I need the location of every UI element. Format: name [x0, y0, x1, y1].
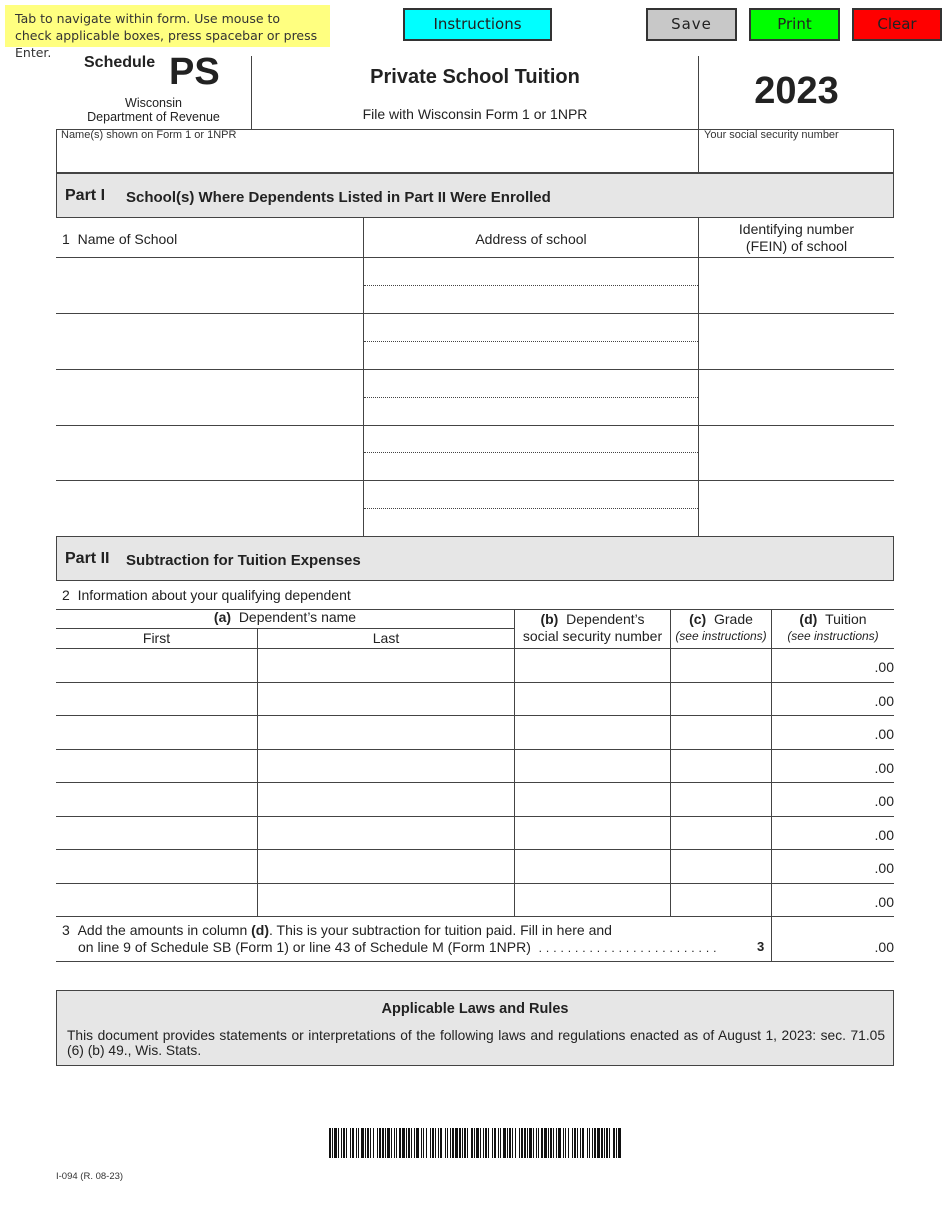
school-fein-input[interactable]	[700, 371, 892, 424]
line1-label	[62, 231, 177, 247]
school-name-header: Name of School	[77, 231, 178, 247]
line2-label	[62, 587, 351, 603]
barcode-bar	[367, 1128, 369, 1158]
barcode-bar	[370, 1128, 371, 1158]
barcode-bar	[438, 1128, 439, 1158]
barcode-bar	[329, 1128, 331, 1158]
barcode-bar	[548, 1128, 549, 1158]
school-rows	[56, 258, 894, 536]
first-name-input[interactable]	[58, 851, 255, 882]
first-name-input[interactable]	[58, 885, 255, 916]
part1-number: Part I	[65, 187, 106, 204]
barcode-bar	[533, 1128, 534, 1158]
school-address-input[interactable]	[365, 454, 697, 479]
col-b-line2: social security number	[522, 628, 663, 644]
barcode-bar	[455, 1128, 458, 1158]
barcode-bar	[394, 1128, 395, 1158]
school-name-input[interactable]	[58, 259, 362, 312]
barcode-bar	[509, 1128, 511, 1158]
barcode-bar	[440, 1128, 442, 1158]
first-name-input[interactable]	[58, 717, 255, 748]
dependent-ssn-input[interactable]	[517, 684, 668, 715]
taxpayer-ssn-input[interactable]	[700, 143, 892, 171]
address-dotted-rule	[364, 452, 698, 453]
tuition-input[interactable]: .00	[874, 726, 894, 742]
barcode-bar	[507, 1128, 508, 1158]
barcode-bar	[421, 1128, 422, 1158]
taxpayer-info-divider	[698, 129, 699, 173]
last-name-input[interactable]	[260, 885, 512, 916]
dependent-ssn-input[interactable]	[517, 885, 668, 916]
barcode-bar	[462, 1128, 463, 1158]
col-c-note: (see instructions)	[675, 629, 767, 643]
applicable-laws-box	[56, 990, 894, 1066]
col-b-line1: Dependent’s	[566, 611, 645, 627]
barcode-bar	[577, 1128, 578, 1158]
last-name-input[interactable]	[260, 818, 512, 849]
barcode-bar	[553, 1128, 554, 1158]
barcode-bar	[589, 1128, 590, 1158]
col-d-letter: (d)	[799, 611, 818, 627]
dependent-name-header	[56, 609, 514, 626]
grade-input[interactable]	[673, 818, 769, 849]
barcode-bar	[536, 1128, 537, 1158]
grade-input[interactable]	[673, 684, 769, 715]
grade-input[interactable]	[673, 717, 769, 748]
barcode-bar	[387, 1128, 390, 1158]
barcode-bar	[609, 1128, 610, 1158]
tax-year: 2023	[754, 70, 839, 112]
barcode-bar	[604, 1128, 605, 1158]
address-dotted-rule	[364, 285, 698, 286]
tuition-header	[772, 611, 894, 645]
school-address-input[interactable]	[365, 287, 697, 312]
barcode-bar	[544, 1128, 547, 1158]
school-fein-input[interactable]	[700, 315, 892, 368]
barcode-bar	[385, 1128, 386, 1158]
school-address-input[interactable]	[365, 399, 697, 424]
barcode-bar	[343, 1128, 345, 1158]
ssn-label: Your social security number	[704, 129, 839, 141]
dependent-ssn-input[interactable]	[517, 751, 668, 782]
print-button[interactable]: Print	[749, 8, 840, 41]
first-name-input[interactable]	[58, 751, 255, 782]
line3-dots: . . . . . . . . . . . . . . . . . . . . . . . . .	[538, 941, 717, 955]
schedule-code: PS	[169, 51, 220, 93]
barcode-bar	[411, 1128, 412, 1158]
barcode-bar	[488, 1128, 489, 1158]
barcode-bar	[356, 1128, 357, 1158]
school-address-input[interactable]	[365, 482, 697, 507]
school-fein-input[interactable]	[700, 482, 892, 535]
barcode-bar	[382, 1128, 384, 1158]
barcode-bar	[500, 1128, 501, 1158]
school-address-input[interactable]	[365, 259, 697, 284]
part2-number: Part II	[65, 550, 110, 567]
form-title: Private School Tuition	[370, 66, 580, 88]
tuition-input[interactable]: .00	[874, 693, 894, 709]
col-b-letter: (b)	[540, 611, 559, 627]
col-a-letter: (a)	[213, 609, 232, 625]
grade-input[interactable]	[673, 751, 769, 782]
dependent-row	[56, 783, 894, 816]
barcode-bar	[350, 1128, 351, 1158]
barcode-bar	[402, 1128, 405, 1158]
col-d-note: (see instructions)	[787, 629, 879, 643]
rows-bottom-rule	[56, 916, 894, 917]
barcode-bar	[519, 1128, 520, 1158]
line3-number: 3	[62, 922, 70, 938]
line3-line2: on line 9 of Schedule SB (Form 1) or line 43 of Schedule M (Form 1NPR)	[78, 939, 531, 955]
barcode-bar	[396, 1128, 397, 1158]
schedule-word: Schedule	[84, 54, 156, 71]
barcode-bar	[332, 1128, 333, 1158]
line1-number: 1	[62, 231, 70, 247]
barcode-bar	[565, 1128, 566, 1158]
first-name-input[interactable]	[58, 818, 255, 849]
barcode-bar	[483, 1128, 484, 1158]
barcode-bar	[594, 1128, 596, 1158]
school-id-header	[699, 221, 894, 255]
barcode-bar	[550, 1128, 552, 1158]
navigation-hint: Tab to navigate within form. Use mouse to check applicable boxes, press spacebar or press Enter.	[5, 5, 330, 47]
barcode-bar	[467, 1128, 468, 1158]
barcode-bar	[373, 1128, 374, 1158]
barcode-bar	[474, 1128, 475, 1158]
barcode-bar	[406, 1128, 407, 1158]
school-row-rule	[56, 369, 894, 370]
barcode-bar	[435, 1128, 436, 1158]
name-subheader-rule	[56, 628, 514, 629]
last-name-header: Last	[372, 630, 400, 646]
school-id-header-line2: (FEIN) of school	[745, 238, 848, 254]
dependent-ssn-input[interactable]	[517, 784, 668, 815]
barcode-bar	[558, 1128, 561, 1158]
barcode-bar	[459, 1128, 461, 1158]
dependent-row	[56, 884, 894, 917]
grade-input[interactable]	[673, 784, 769, 815]
last-name-input[interactable]	[260, 684, 512, 715]
first-name-input[interactable]	[58, 684, 255, 715]
barcode-bar	[574, 1128, 576, 1158]
dependent-ssn-input[interactable]	[517, 717, 668, 748]
col-c-letter: (c)	[689, 611, 707, 627]
dependent-ssn-input[interactable]	[517, 650, 668, 681]
line3-ref: 3	[757, 939, 765, 954]
barcode-bar	[391, 1128, 392, 1158]
barcode-bar	[538, 1128, 539, 1158]
school-address-input[interactable]	[365, 510, 697, 535]
barcode-bar	[341, 1128, 342, 1158]
school-id-header-line1: Identifying number	[738, 221, 855, 237]
grade-input[interactable]	[673, 851, 769, 882]
line3-part2: . This is your subtraction for tuition paid. Fill in here and	[269, 922, 612, 938]
school-row-rule	[56, 480, 894, 481]
barcode-bar	[361, 1128, 364, 1158]
school-row-rule	[56, 313, 894, 314]
barcode-bar	[471, 1128, 473, 1158]
dependent-ssn-header	[515, 611, 670, 645]
barcode-bar	[512, 1128, 513, 1158]
barcode	[329, 1128, 621, 1158]
barcode-bar	[485, 1128, 487, 1158]
barcode-bar	[450, 1128, 451, 1158]
dependent-row	[56, 716, 894, 749]
barcode-bar	[423, 1128, 424, 1158]
barcode-bar	[572, 1128, 573, 1158]
dependent-ssn-input[interactable]	[517, 818, 668, 849]
col-c-label: Grade	[713, 611, 753, 627]
grade-input[interactable]	[673, 650, 769, 681]
taxpayer-name-input[interactable]	[58, 143, 696, 171]
barcode-bar	[480, 1128, 481, 1158]
barcode-bar	[580, 1128, 581, 1158]
barcode-bar	[358, 1128, 359, 1158]
school-address-input[interactable]	[365, 427, 697, 452]
last-name-input[interactable]	[260, 784, 512, 815]
laws-text: This document provides statements or interpretations of the following laws and regulations enacted as of August 1, 2023: sec. 71.05 (6) (b) 49., Wis. Stats.	[67, 1028, 885, 1058]
barcode-bar	[426, 1128, 427, 1158]
dependent-row	[56, 750, 894, 783]
barcode-bar	[430, 1128, 431, 1158]
line2-number: 2	[62, 587, 70, 603]
agency-line1: Wisconsin	[125, 96, 182, 110]
last-name-input[interactable]	[260, 717, 512, 748]
address-dotted-rule	[364, 508, 698, 509]
barcode-bar	[556, 1128, 557, 1158]
barcode-bar	[527, 1128, 528, 1158]
tuition-input[interactable]: .00	[874, 793, 894, 809]
barcode-bar	[492, 1128, 493, 1158]
barcode-bar	[616, 1128, 617, 1158]
line3-bold: (d)	[251, 922, 270, 938]
barcode-bar	[365, 1128, 366, 1158]
barcode-bar	[416, 1128, 419, 1158]
school-fein-input[interactable]	[700, 427, 892, 480]
barcode-bar	[601, 1128, 603, 1158]
laws-title: Applicable Laws and Rules	[381, 1001, 569, 1017]
agency-name	[56, 96, 251, 124]
barcode-bar	[464, 1128, 466, 1158]
form-id: I-094 (R. 08-23)	[56, 1171, 124, 1182]
barcode-bar	[582, 1128, 584, 1158]
line3-text	[62, 922, 765, 957]
barcode-bar	[524, 1128, 526, 1158]
school-address-header: Address of school	[475, 231, 587, 247]
clear-button[interactable]: Clear	[852, 8, 942, 41]
barcode-bar	[541, 1128, 543, 1158]
barcode-bar	[498, 1128, 499, 1158]
barcode-bar	[521, 1128, 523, 1158]
barcode-bar	[447, 1128, 448, 1158]
first-name-input[interactable]	[58, 784, 255, 815]
dependent-row	[56, 850, 894, 883]
barcode-bar	[476, 1128, 479, 1158]
school-name-input[interactable]	[58, 371, 362, 424]
school-row-rule	[56, 425, 894, 426]
instructions-button[interactable]: Instructions	[403, 8, 552, 41]
part2-title: Subtraction for Tuition Expenses	[126, 552, 361, 569]
barcode-bar	[379, 1128, 381, 1158]
barcode-bar	[618, 1128, 621, 1158]
save-button[interactable]: Save	[646, 8, 737, 41]
last-name-input[interactable]	[260, 751, 512, 782]
first-name-input[interactable]	[58, 650, 255, 681]
part2-header	[56, 536, 894, 581]
school-name-input[interactable]	[58, 482, 362, 535]
school-address-input[interactable]	[365, 315, 697, 340]
barcode-bar	[494, 1128, 496, 1158]
agency-line2: Department of Revenue	[87, 110, 220, 124]
dependent-rows	[56, 649, 894, 917]
dependent-ssn-input[interactable]	[517, 851, 668, 882]
tuition-input[interactable]: .00	[874, 760, 894, 776]
dependent-row	[56, 649, 894, 682]
line3-total-input[interactable]: .00	[874, 939, 894, 955]
last-name-input[interactable]	[260, 650, 512, 681]
address-dotted-rule	[364, 341, 698, 342]
line2-text: Information about your qualifying dependent	[77, 587, 351, 603]
barcode-bar	[352, 1128, 354, 1158]
barcode-bar	[334, 1128, 337, 1158]
dependent-row	[56, 683, 894, 716]
barcode-bar	[529, 1128, 532, 1158]
col-d-label: Tuition	[825, 611, 867, 627]
barcode-bar	[346, 1128, 347, 1158]
barcode-bar	[399, 1128, 401, 1158]
barcode-bar	[377, 1128, 378, 1158]
name-label: Name(s) shown on Form 1 or 1NPR	[61, 129, 237, 141]
barcode-bar	[592, 1128, 593, 1158]
tuition-input[interactable]: .00	[874, 659, 894, 675]
barcode-bar	[432, 1128, 434, 1158]
grade-header	[671, 611, 771, 645]
barcode-graphic	[329, 1128, 621, 1158]
barcode-bar	[414, 1128, 415, 1158]
part1-title: School(s) Where Dependents Listed in Part II Were Enrolled	[126, 189, 551, 206]
tuition-input[interactable]: .00	[874, 860, 894, 876]
form-subtitle: File with Wisconsin Form 1 or 1NPR	[362, 106, 588, 122]
first-name-header: First	[142, 630, 171, 646]
last-name-input[interactable]	[260, 851, 512, 882]
line3-part1: Add the amounts in column	[77, 922, 252, 938]
barcode-bar	[613, 1128, 615, 1158]
tuition-input[interactable]: .00	[874, 827, 894, 843]
school-fein-input[interactable]	[700, 259, 892, 312]
address-dotted-rule	[364, 397, 698, 398]
school-address-input[interactable]	[365, 343, 697, 368]
barcode-bar	[563, 1128, 564, 1158]
col-a-label: Dependent’s name	[238, 609, 357, 625]
school-name-input[interactable]	[58, 427, 362, 480]
barcode-bar	[587, 1128, 588, 1158]
barcode-bar	[338, 1128, 339, 1158]
school-address-input[interactable]	[365, 371, 697, 396]
barcode-bar	[503, 1128, 506, 1158]
grade-input[interactable]	[673, 885, 769, 916]
dependent-row	[56, 817, 894, 850]
barcode-bar	[445, 1128, 446, 1158]
school-name-input[interactable]	[58, 315, 362, 368]
line3-bottom-rule	[56, 961, 894, 962]
barcode-bar	[606, 1128, 608, 1158]
tuition-input[interactable]: .00	[874, 894, 894, 910]
barcode-bar	[568, 1128, 569, 1158]
part1-header	[56, 173, 894, 218]
barcode-bar	[597, 1128, 600, 1158]
barcode-bar	[515, 1128, 516, 1158]
barcode-bar	[408, 1128, 410, 1158]
barcode-bar	[452, 1128, 454, 1158]
